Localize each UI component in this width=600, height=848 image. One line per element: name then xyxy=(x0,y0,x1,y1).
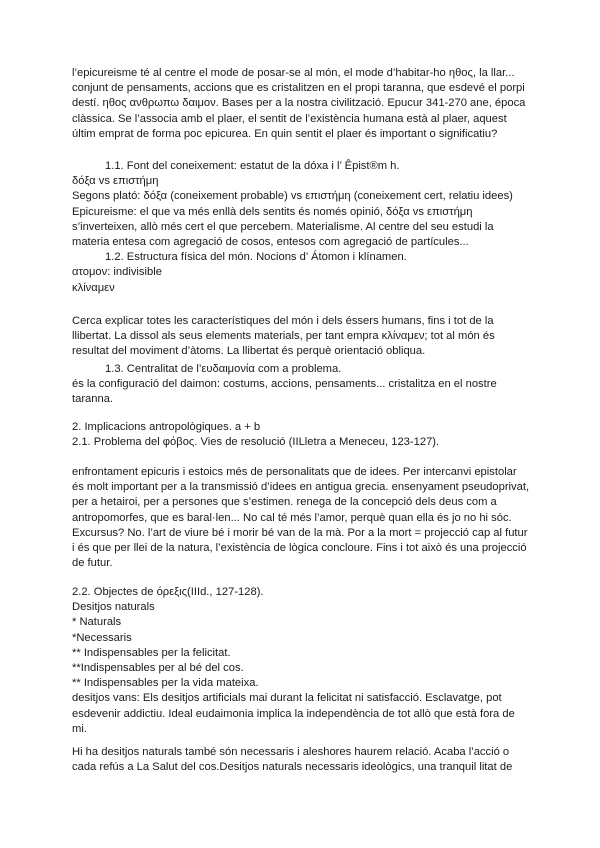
text-line: Desitjos naturals xyxy=(72,601,155,614)
text-line: és la configuració del daimon: costums, accions, pensaments... cristalitza en el nostre xyxy=(72,378,497,391)
list-item: ** Indispensables per la felicitat. xyxy=(72,646,231,659)
text-line: Excursus? No. l’art de viure bé i morir bé van de la mà. Por a la mort = projecció cap al futur xyxy=(72,526,528,539)
text-line: s’inverteixen, allò més cert el que percebem. Materialisme. Al centre del seu estudi la xyxy=(72,220,494,233)
list-item: ** Indispensables per la vida mateixa. xyxy=(72,677,259,690)
section-2-2 xyxy=(72,585,532,737)
text-line: i és que per llei de la natura, l’existència de lògica concloure. Fins i tot això és una projecció xyxy=(72,542,527,555)
text-line: enfrontament epicuris i estoics més de personalitats que de idees. Per intercanvi epistolar xyxy=(72,466,517,478)
text-line: llibertat. La dissol als seus elements materials, per tant empra κλίναμεν; tot al món és xyxy=(72,330,495,343)
text-line: κλίναμεν xyxy=(72,281,115,294)
paragraph-cerca xyxy=(72,314,532,360)
text-line: mi. xyxy=(72,722,87,735)
text-line: antropomorfes, que es baral·len... No cal té més l’amor, perquè quan ella és jo no hi sóc. xyxy=(72,511,512,524)
text-line: Epicureisme: el que va més enllà dels sentits és només opinió, δόξα vs επιστήμη xyxy=(72,205,473,218)
section-heading: 2.1. Problema del φόβος. Vies de resolució (IILletra a Meneceu, 123-127). xyxy=(72,436,440,449)
text-line: destí. ηθος ανθρωπω δαιμον. Bases per a la nostra civilització. Epucur 341-270 ane, época xyxy=(72,97,526,110)
section-1-1 xyxy=(72,159,532,296)
text-line: és molt important per a la transmissió d’idees en antigua grecia. ensenyament pseudoprivat, xyxy=(72,481,530,494)
section-2 xyxy=(72,420,532,450)
paragraph-enfrontament xyxy=(72,465,532,571)
section-heading: 2. Implicacions antropològiques. a + b xyxy=(72,421,261,433)
text-line: de futur. xyxy=(72,557,113,570)
text-line: desitjos vans: Els desitjos artificials mai durant la felicitat ni satisfacció. Esclavatge, pot xyxy=(72,692,502,705)
list-item: * Naturals xyxy=(72,616,122,629)
text-line: ατομον: indivisible xyxy=(72,266,162,279)
text-line: l’epicureisme té al centre el mode de posar-se al món, el mode d’habitar-ho ηθος, la llar... xyxy=(72,67,515,79)
paragraph-final xyxy=(72,745,532,775)
text-line: cada refús a La Salut del cos.Desitjos naturals necessaris ideològics, una tranquil litat de xyxy=(72,761,513,774)
text-line: conjunt de pensaments, accions que es cristalitzen en el propi taranna, que esdevé el porpi xyxy=(72,82,525,95)
text-line: últim emprat de forma poc epicurea. En quin sentit el plaer és important o significatiu? xyxy=(72,127,498,140)
text-line: Segons plató: δόξα (coneixement probable) vs επιστήμη (coneixement cert, relatiu idees) xyxy=(72,190,513,203)
section-heading: 1.2. Estructura física del món. Nocions d’ Átomon i klínamen. xyxy=(105,251,407,264)
text-line: resultat del moviment d’àtoms. La llibertat és perquè orientació obliqua. xyxy=(72,345,426,358)
text-line: Cerca explicar totes les característiques del món i dels éssers humans, fins i tot de la xyxy=(72,315,494,327)
list-item: **Indispensables per al bé del cos. xyxy=(72,662,244,675)
text-line: Hi ha desitjos naturals també són necessaris i aleshores haurem relació. Acaba l’acció o xyxy=(72,746,510,758)
section-heading: 2.2. Objectes de όρεξις(IIId., 127-128). xyxy=(72,586,264,598)
section-1-3 xyxy=(72,362,532,408)
text-line: esdevenir addictiu. Ideal eudaimonia implica la independència de tot allò que està fora de xyxy=(72,707,515,720)
section-heading: 1.3. Centralitat de l’ευδαιμονία com a problema. xyxy=(105,363,342,375)
list-item: *Necessaris xyxy=(72,631,132,644)
section-heading: 1.1. Font del coneixement: estatut de la dóxa i l’ Êpist®m h. xyxy=(105,160,400,172)
text-line: taranna. xyxy=(72,393,114,406)
intro-paragraph xyxy=(72,66,532,142)
text-line: materia entesa com agregació de cosos, entesos com agregació de partícules... xyxy=(72,236,469,249)
text-line: δόξα vs επιστήμη xyxy=(72,175,159,188)
text-line: clàssica. Se l’associa amb el plaer, el sentit de l’existència humana està al plaer, aquest xyxy=(72,112,507,125)
text-line: per a hetairoi, per a persones que s’estimen. renega de la concepció dels deus com a xyxy=(72,496,497,509)
